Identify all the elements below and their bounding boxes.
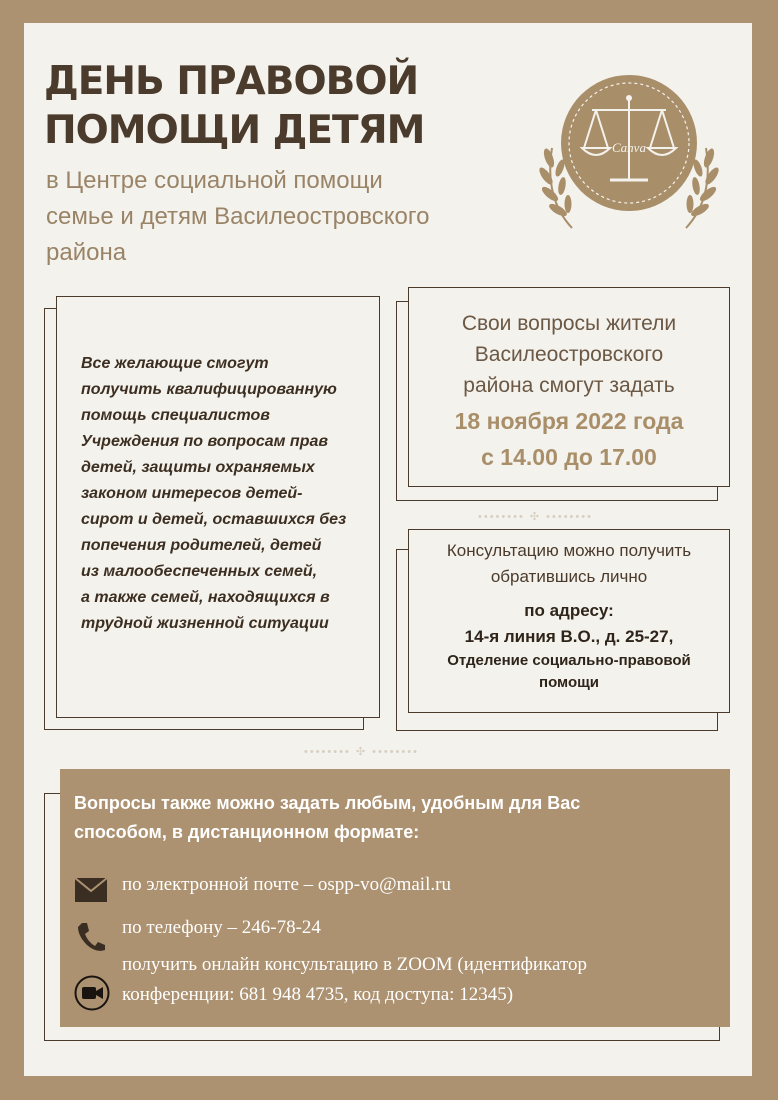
date-card-line-2: Василеостровского xyxy=(474,343,664,366)
divider-ornament-2: •••••••• ✣ •••••••• xyxy=(304,746,419,758)
address-value: 14-я линия В.О., д. 25-27, xyxy=(464,627,674,646)
page-title xyxy=(44,57,425,155)
date-card xyxy=(396,287,730,502)
address-label: по адресу: xyxy=(524,601,614,620)
phone-icon xyxy=(76,921,106,953)
event-date: 18 ноября 2022 года xyxy=(454,408,684,434)
video-camera-icon xyxy=(74,975,110,1011)
remote-contacts-panel xyxy=(60,769,730,1027)
envelope-icon xyxy=(74,877,108,903)
subtitle-line-2: семье и детям Василеостровского xyxy=(46,203,430,230)
page-subtitle xyxy=(46,163,506,271)
zoom-line-2: конференции: 681 948 4735, код доступа: 12345) xyxy=(122,984,514,1005)
date-card-line-3: района смогут задать xyxy=(463,374,675,397)
consultation-line-2: обратившись лично xyxy=(490,567,648,586)
zoom-line-1[interactable]: получить онлайн консультацию в ZOOM (идентификатор xyxy=(122,954,588,975)
email-contact[interactable]: по электронной почте – ospp-vo@mail.ru xyxy=(122,874,451,895)
event-time: с 14.00 до 17.00 xyxy=(481,444,657,470)
poster-page xyxy=(24,23,752,1076)
address-card xyxy=(396,529,730,729)
divider-ornament: •••••••• ✣ •••••••• xyxy=(478,511,593,523)
subtitle-line-3: района xyxy=(46,239,127,266)
emblem-watermark: Canva xyxy=(612,140,646,155)
eligibility-text: Все желающие смогут получить квалифицированную помощь специалистов Учреждения по вопросам прав детей, защиты охраняемых законом интересов детей- сирот и детей, оставшихся без попечения родителей, детей из малообеспеченных семей, а также семей, находящихся в трудной жизненной ситуации xyxy=(81,355,347,632)
consultation-line-1: Консультацию можно получить xyxy=(446,541,692,560)
date-card-line-1: Свои вопросы жители xyxy=(461,312,677,335)
department-line-1: Отделение социально-правовой xyxy=(447,652,691,669)
subtitle-line-1: в Центре социальной помощи xyxy=(46,167,383,194)
department-line-2: помощи xyxy=(539,674,599,691)
title-line-1: ДЕНЬ ПРАВОВОЙ xyxy=(44,59,419,104)
eligibility-card xyxy=(44,296,380,732)
scales-of-justice-icon xyxy=(524,68,734,238)
remote-contacts-heading: Вопросы также можно задать любым, удобным для Вас способом, в дистанционном формате: xyxy=(74,793,581,842)
title-line-2: ПОМОЩИ ДЕТЯМ xyxy=(44,108,425,153)
phone-contact[interactable]: по телефону – 246-78-24 xyxy=(122,917,321,938)
